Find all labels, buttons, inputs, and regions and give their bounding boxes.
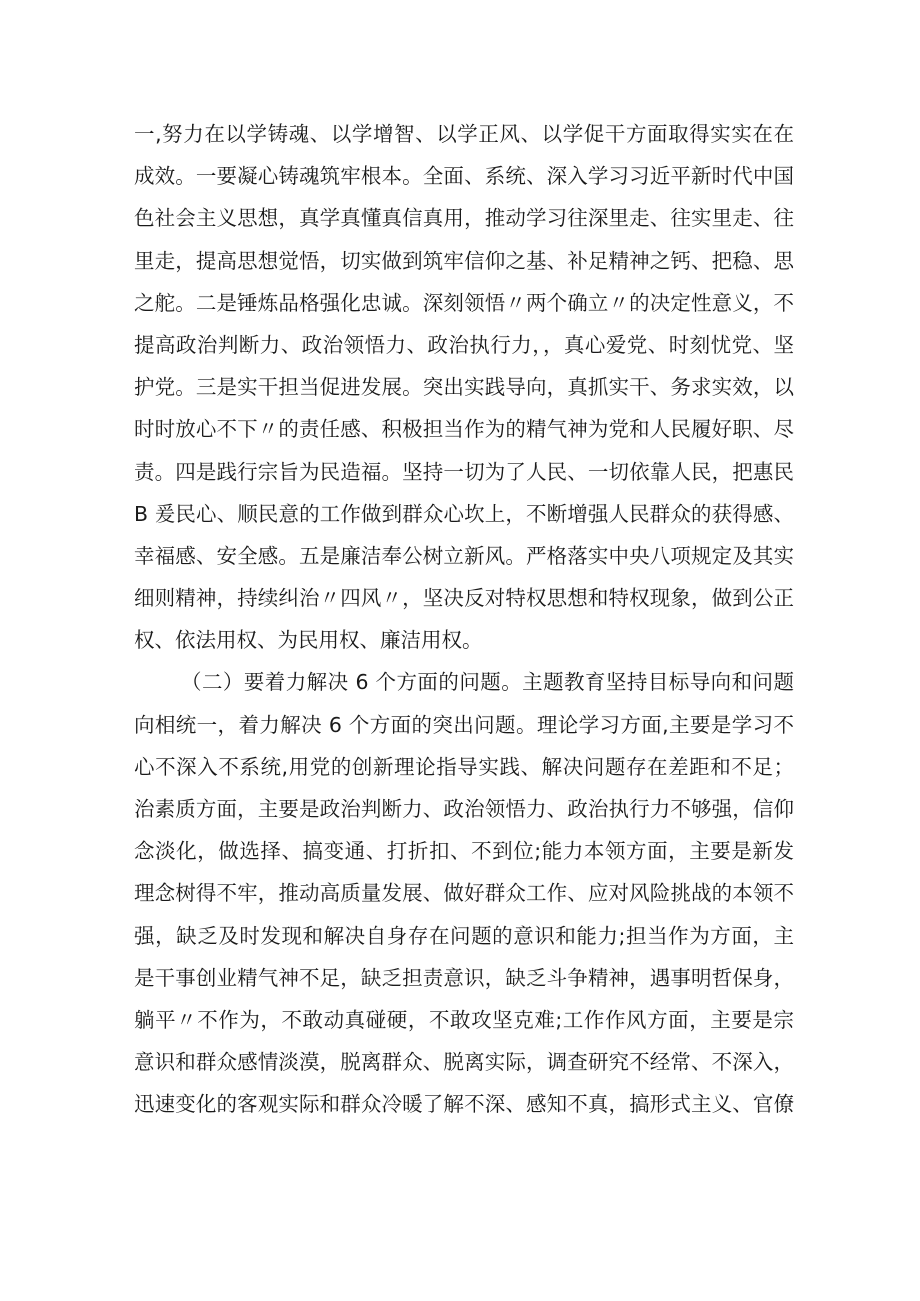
text-line-13: 权、依法用权、为民用权、廉洁用权。 <box>134 628 483 653</box>
text-line-4: 里走，提高思想觉悟，切实做到筑牢信仰之基、补足精神之钙、把稳、思 <box>134 248 794 273</box>
text-line-14: （二）要着力解决 6 个方面的问题。主题教育坚持目标导向和问题 <box>181 670 794 695</box>
text-line-1: 一,努力在以学铸魂、以学增智、以学正风、以学促干方面取得实实在在 <box>134 122 794 146</box>
text-line-16: 心不深入不系统,用党的创新理论指导实践、解决问题存在差距和不足； <box>134 754 794 779</box>
text-line-12: 细则精神，持续纠治〃四风〃，坚决反对特权思想和特权现象，做到公正 <box>134 586 794 611</box>
body-text <box>134 113 794 1126</box>
text-line-10: B 爰民心、顺民意的工作做到群众心坎上，不断增强人民群众的获得感、 <box>134 501 794 526</box>
text-line-5: 之舵。二是锤炼品格强化忠诚。深刻领悟〃两个确立〃的决定性意义，不 <box>134 290 794 315</box>
text-line-23: 意识和群众感情淡漠，脱离群众、脱离实际，调查研究不经常、不深入， <box>134 1050 794 1075</box>
text-line-7: 护党。三是实干担当促进发展。突出实践导向，真抓实干、务求实效，以 <box>134 375 794 400</box>
text-line-22: 躺平〃不作为，不敢动真碰硬，不敢攻坚克难;工作作风方面，主要是宗 <box>134 1007 794 1032</box>
text-line-24: 迅速变化的客观实际和群众冷暖了解不深、感知不真，搞形式主义、官僚 <box>134 1092 794 1117</box>
text-line-17: 治素质方面，主要是政治判断力、政治领悟力、政治执行力不够强，信仰 <box>134 797 794 821</box>
text-line-11: 幸福感、安全感。五是廉洁奉公树立新风。严格落实中央八项规定及其实 <box>134 543 794 568</box>
text-line-15: 向相统一，着力解决 6 个方面的突出问题。理论学习方面,主要是学习不 <box>134 712 794 737</box>
text-line-6: 提高政治判断力、政治领悟力、政治执行力，，真心爱党、时刻忧党、坚 <box>134 332 794 357</box>
text-line-8: 时时放心不下〃的责任感、积极担当作为的精气神为党和人民履好职、尽 <box>134 417 794 442</box>
text-line-3: 色社会主义思想，真学真懂真信真用，推动学习往深里走、往实里走、往 <box>134 206 794 231</box>
text-line-18: 念淡化，做选择、搞变通、打折扣、不到位;能力本领方面，主要是新发 <box>134 839 794 864</box>
text-line-21: 是干事创业精气神不足，缺乏担责意识，缺乏斗争精神，遇事明哲保身， <box>134 965 794 990</box>
text-line-9: 责。四是践行宗旨为民造福。坚持一切为了人民、一切依靠人民，把惠民 <box>134 459 794 484</box>
text-line-20: 强，缺乏及时发现和解决自身存在问题的意识和能力;担当作为方面，主 <box>134 923 794 948</box>
text-line-19: 理念树得不牢，推动高质量发展、做好群众工作、应对风险挑战的本领不 <box>134 881 794 906</box>
text-line-2: 成效。一要凝心铸魂筑牢根本。全面、系统、深入学习习近平新时代中国 <box>134 164 794 189</box>
